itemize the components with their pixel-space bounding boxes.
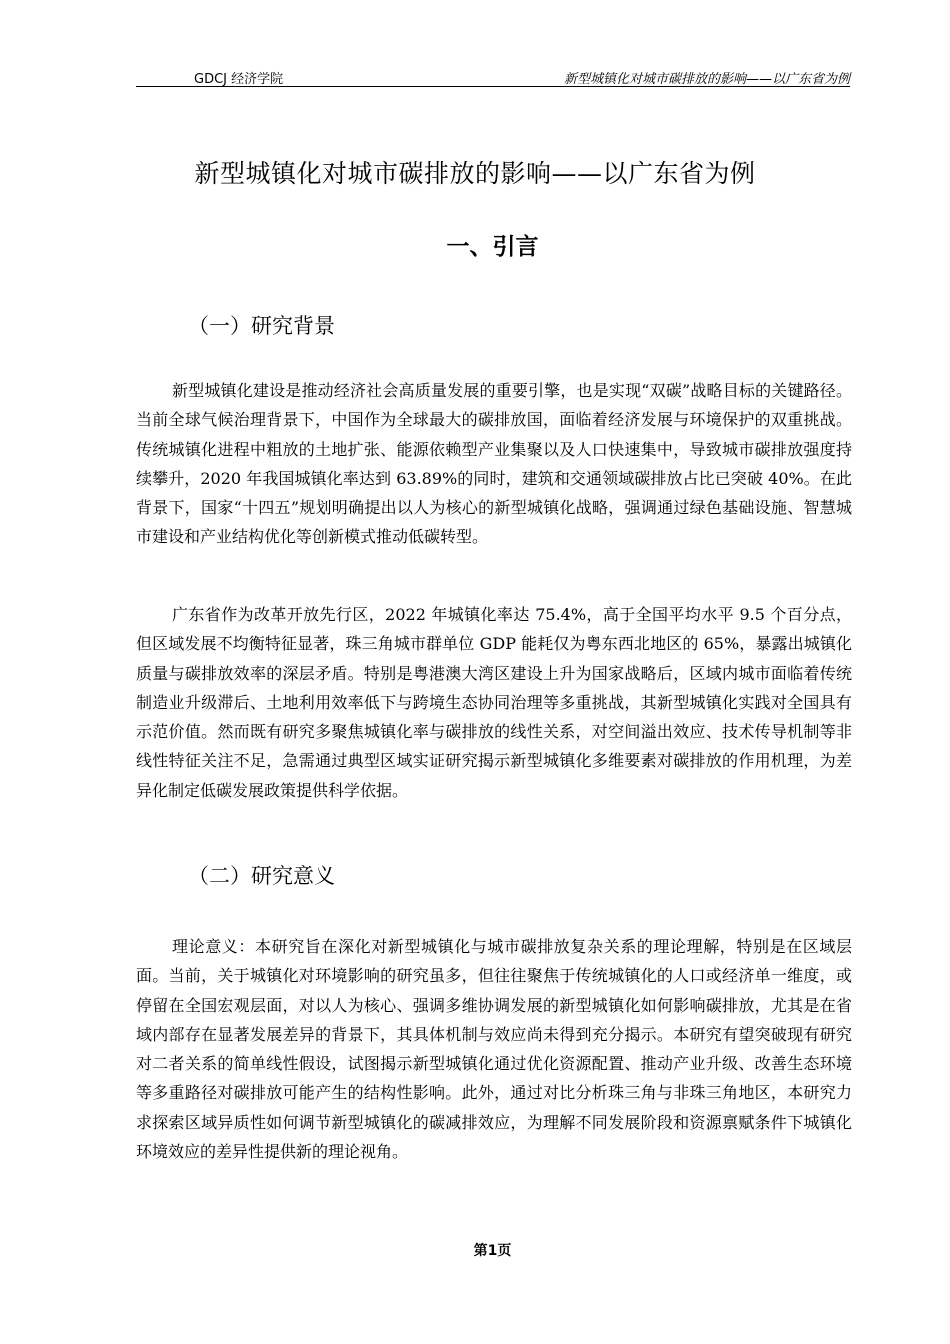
paragraph-background-2: 广东省作为改革开放先行区，2022 年城镇化率达 75.4%，高于全国平均水平 9.5 个百分点，但区域发展不均衡特征显著，珠三角城市群单位 GDP 能耗仅为粤东西北地区的 65%，暴露出城镇化质量与碳排放效率的深层矛盾。特别是粤港澳大湾区建设上升为国家战略后，区域内城市面临着传统制造业升级滞后、土地利用效率低下与跨境生态协同治理等多重挑战，其新型城镇化实践对全国具有示范价值。然而既有研究多聚焦城镇化率与碳排放的线性关系，对空间溢出效应、技术传导机制等非线性特征关注不足，急需通过典型区域实证研究揭示新型城镇化多维要素对碳排放的作用机理，为差异化制定低碳发展政策提供科学依据。 xyxy=(136,605,852,800)
paragraph-background-1: 新型城镇化建设是推动经济社会高质量发展的重要引擎，也是实现“双碳”战略目标的关键路径。当前全球气候治理背景下，中国作为全球最大的碳排放国，面临着经济发展与环境保护的双重挑战。传统城镇化进程中粗放的土地扩张、能源依赖型产业集聚以及人口快速集中，导致城市碳排放强度持续攀升，2020 年我国城镇化率达到 63.89%的同时，建筑和交通领域碳排放占比已突破 40%。在此背景下，国家“十四五”规划明确提出以人为核心的新型城镇化战略，强调通过绿色基础设施、智慧城市建设和产业结构优化等创新模式推动低碳转型。 xyxy=(136,381,852,547)
page-number: 第1页 xyxy=(473,1243,512,1259)
subsection-heading-significance: （二）研究意义 xyxy=(188,864,335,888)
paragraph-significance-1: 理论意义：本研究旨在深化对新型城镇化与城市碳排放复杂关系的理论理解，特别是在区域层面。当前，关于城镇化对环境影响的研究虽多，但往往聚焦于传统城镇化的人口或经济单一维度，或停留在全国宏观层面，对以人为核心、强调多维协调发展的新型城镇化如何影响碳排放，尤其是在省域内部存在显著发展差异的背景下，其具体机制与效应尚未得到充分揭示。本研究有望突破现有研究对二者关系的简单线性假设，试图揭示新型城镇化通过优化资源配置、推动产业升级、改善生态环境等多重路径对碳排放可能产生的结构性影响。此外，通过对比分析珠三角与非珠三角地区，本研究力求探索区域异质性如何调节新型城镇化的碳减排效应，为理解不同发展阶段和资源禀赋条件下城镇化环境效应的差异性提供新的理论视角。 xyxy=(136,937,852,1162)
document-title: 新型城镇化对城市碳排放的影响——以广东省为例 xyxy=(194,159,756,188)
page-header xyxy=(136,66,850,87)
section-heading: 一、引言 xyxy=(446,234,539,260)
header-running-title: 新型城镇化对城市碳排放的影响——以广东省为例 xyxy=(563,72,850,87)
subsection-heading-background: （一）研究背景 xyxy=(188,314,335,338)
header-institution: GDCJ 经济学院 xyxy=(194,72,284,87)
